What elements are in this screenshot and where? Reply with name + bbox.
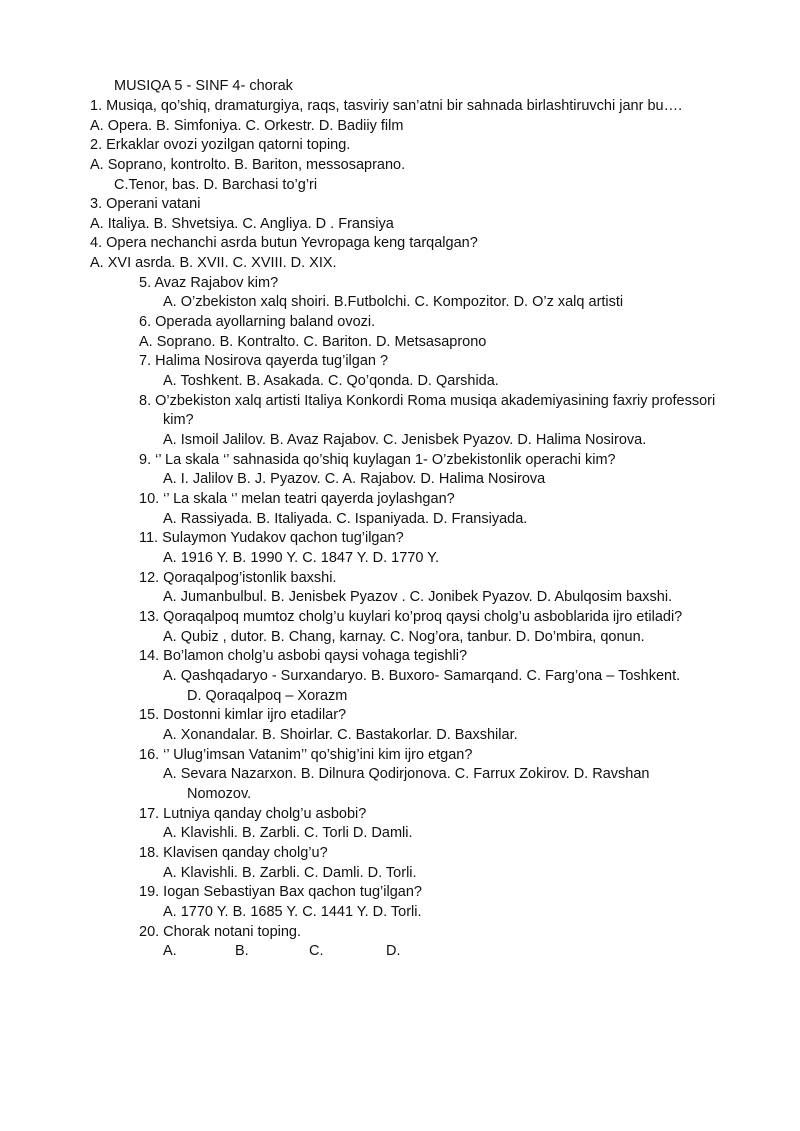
question-line: 10. ‘’ La skala ‘’ melan teatri qayerda joylashgan? xyxy=(139,491,455,507)
question-line: 18. Klavisen qanday cholg’u? xyxy=(139,845,328,861)
answer-line: A. Qashqadaryo - Surxandaryo. B. Buxoro- Samarqand. C. Farg’ona – Toshkent. xyxy=(163,668,681,684)
question-line: 13. Qoraqalpoq mumtoz cholg’u kuylari ko’proq qaysi cholg’u asboblarida ijro etiladi? xyxy=(139,609,683,625)
answer-line: A. Jumanbulbul. B. Jenisbek Pyazov . C. Jonibek Pyazov. D. Abulqosim baxshi. xyxy=(163,589,673,605)
answer-line: A. Klavishli. B. Zarbli. C. Torli D. Damli. xyxy=(163,825,413,841)
answer-line: A. Opera. B. Simfoniya. C. Orkestr. D. Badiiy film xyxy=(90,118,404,134)
question-line: 16. ‘’ Ulug’imsan Vatanim’’ qo’shig’ini kim ijro etgan? xyxy=(139,747,473,763)
answer-line: Nomozov. xyxy=(187,786,252,802)
question-line: 6. Operada ayollarning baland ovozi. xyxy=(139,314,376,330)
answer-line: A. O’zbekiston xalq shoiri. B.Futbolchi. C. Kompozitor. D. O’z xalq artisti xyxy=(163,294,624,310)
answer-line: A. Xonandalar. B. Shoirlar. C. Bastakorlar. D. Baxshilar. xyxy=(163,727,518,743)
answer-line: A. Klavishli. B. Zarbli. C. Damli. D. Torli. xyxy=(163,865,417,881)
option-b: B. xyxy=(235,943,249,959)
question-line: 15. Dostonni kimlar ijro etadilar? xyxy=(139,707,347,723)
question-line: 1. Musiqa, qo’shiq, dramaturgiya, raqs, tasviriy san’atni bir sahnada birlashtiruvchi janr bu…. xyxy=(90,98,683,114)
answer-line: A. 1770 Y. B. 1685 Y. C. 1441 Y. D. Torli. xyxy=(163,904,422,920)
question-line: 4. Opera nechanchi asrda butun Yevropaga keng tarqalgan? xyxy=(90,235,478,251)
document-header: MUSIQA 5 - SINF 4- chorak xyxy=(114,78,293,94)
answer-line: A. Qubiz , dutor. B. Chang, karnay. C. Nog’ora, tanbur. D. Do’mbira, qonun. xyxy=(163,629,645,645)
question-line: 2. Erkaklar ovozi yozilgan qatorni toping. xyxy=(90,137,351,153)
answer-line: A. Rassiyada. B. Italiyada. C. Ispaniyada. D. Fransiyada. xyxy=(163,511,528,527)
answer-line: A. Sevara Nazarxon. B. Dilnura Qodirjonova. C. Farrux Zokirov. D. Ravshan xyxy=(163,766,650,782)
answer-line: D. Qoraqalpoq – Xorazm xyxy=(187,688,348,704)
option-d: D. xyxy=(386,943,401,959)
question-line: 20. Chorak notani toping. xyxy=(139,924,302,940)
question-line: 11. Sulaymon Yudakov qachon tug’ilgan? xyxy=(139,530,404,546)
question-line: 14. Bo’lamon cholg’u asbobi qaysi vohaga tegishli? xyxy=(139,648,468,664)
question-line: 12. Qoraqalpog’istonlik baxshi. xyxy=(139,570,337,586)
answer-line: A. Soprano. B. Kontralto. C. Bariton. D. Metsasaprono xyxy=(139,334,487,350)
question-line: 9. ‘’ La skala ‘’ sahnasida qo’shiq kuylagan 1- O’zbekistonlik operachi kim? xyxy=(139,452,616,468)
question-line: 17. Lutniya qanday cholg’u asbobi? xyxy=(139,806,367,822)
question-line: 3. Operani vatani xyxy=(90,196,201,212)
answer-line: A. 1916 Y. B. 1990 Y. C. 1847 Y. D. 1770 Y. xyxy=(163,550,440,566)
question-line: 8. O’zbekiston xalq artisti Italiya Konkordi Roma musiqa akademiyasining faxriy professori xyxy=(139,393,716,409)
answer-line: A. XVI asrda. B. XVII. C. XVIII. D. XIX. xyxy=(90,255,337,271)
answer-line: A. Italiya. B. Shvetsiya. C. Angliya. D . Fransiya xyxy=(90,216,394,232)
question-line: 19. Iogan Sebastiyan Bax qachon tug’ilgan? xyxy=(139,884,422,900)
answer-line: A. I. Jalilov B. J. Pyazov. C. A. Rajabov. D. Halima Nosirova xyxy=(163,471,546,487)
question-line: kim? xyxy=(163,412,194,428)
answer-line: A. Ismoil Jalilov. B. Avaz Rajabov. C. Jenisbek Pyazov. D. Halima Nosirova. xyxy=(163,432,647,448)
answer-line: A. Soprano, kontrolto. B. Bariton, messosaprano. xyxy=(90,157,406,173)
question-line: 5. Avaz Rajabov kim? xyxy=(139,275,279,291)
option-a: A. xyxy=(163,943,177,959)
answer-line: C.Tenor, bas. D. Barchasi to’g’ri xyxy=(114,177,318,193)
question-line: 7. Halima Nosirova qayerda tug’ilgan ? xyxy=(139,353,389,369)
answer-line: A. Toshkent. B. Asakada. C. Qo’qonda. D. Qarshida. xyxy=(163,373,499,389)
option-c: C. xyxy=(309,943,324,959)
